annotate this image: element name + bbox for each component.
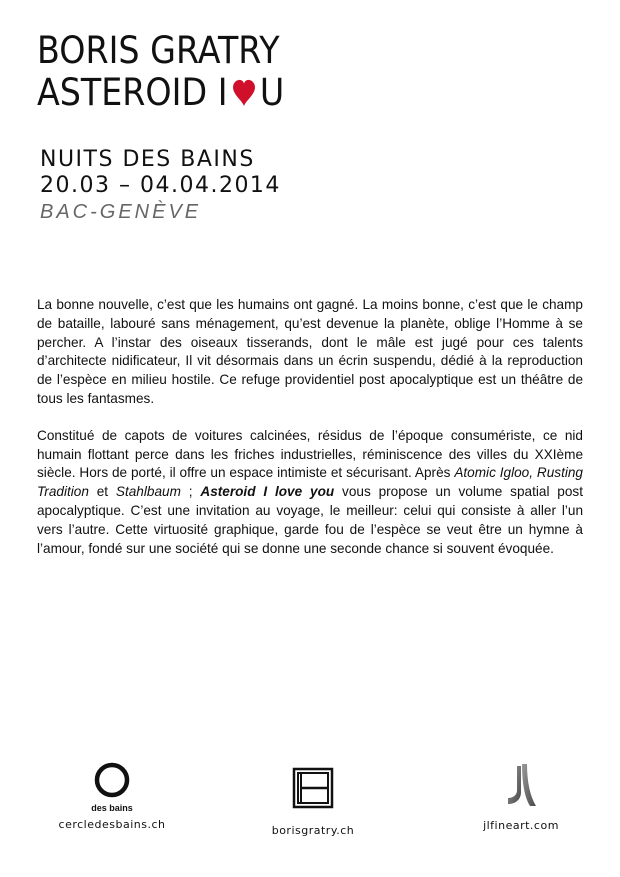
logo-cercledesbains[interactable]	[52, 760, 172, 831]
event-info	[40, 147, 281, 225]
paragraph-2	[37, 427, 583, 559]
footer-logos	[0, 760, 620, 840]
heart-icon	[230, 78, 257, 108]
exhibition-title	[37, 72, 284, 114]
logo-link[interactable]: borisgratry.ch	[271, 824, 355, 837]
logo-sublabel: des bains	[91, 803, 133, 813]
exhibition-title-end: U	[259, 71, 285, 114]
body-text	[37, 296, 583, 576]
paragraph-2-text: ;	[180, 484, 201, 500]
logo-link[interactable]: jlfineart.com	[483, 819, 559, 832]
event-venue: BAC-GENÈVE	[40, 201, 202, 223]
page-title	[37, 30, 284, 114]
work-title: Stahlbaum	[115, 484, 181, 500]
artist-name: BORIS GRATRY	[37, 29, 280, 72]
featured-work-title: Asteroid I love you	[200, 484, 335, 500]
exhibition-title-start: ASTEROID I	[37, 71, 228, 114]
work-titles: Atomic Igloo, Rusting Tradition	[37, 465, 583, 500]
logo-jlfineart[interactable]	[466, 760, 576, 832]
event-name: NUITS DES BAINS	[40, 147, 255, 172]
enso-circle-icon	[92, 760, 132, 800]
paragraph-2-text: Constitué de capots de voitures calcinées, résidus de l’époque consumériste, ce nid humain flottant perce dans les friches industrielles, réminiscence des villes du XXIème siècle. Hors de porté, il offre un espace intimiste et sécurisant. Après	[37, 427, 583, 481]
paragraph-2-text: et	[88, 484, 116, 500]
bg-monogram-icon	[291, 766, 335, 810]
paragraph-1: La bonne nouvelle, c’est que les humains ont gagné. La moins bonne, c’est que le champ de bataille, labouré sans ménagement, qu’est devenue la planète, oblige l’Homme à se percher. A l’instar des oiseaux tisserands, dont le mâle est jugé pour ces talents d’architecte nidificateur, Il vit désormais dans un écrin suspendu, dédié à la reproduction de l’espèce en milieu hostile. Ce refuge providentiel post apocalyptique est un théâtre de tous les fantasmes.	[37, 297, 583, 406]
logo-link[interactable]: cercledesbains.ch	[58, 818, 166, 831]
event-dates: 20.03 – 04.04.2014	[40, 173, 281, 198]
logo-borisgratry[interactable]	[258, 760, 368, 837]
paragraph-2-text: vous propose un volume spatial post apocalyptique. C’est une invitation au voyage, le meilleur: celui qui consiste à aller l’un vers l’autre. Cette virtuosité graphique, garde fou de l’espèce se veut être un hymne à l’amour, fondé sur une société qui se donne une seconde chance si souvent évoquée.	[37, 484, 583, 556]
jl-monogram-icon	[501, 762, 541, 808]
